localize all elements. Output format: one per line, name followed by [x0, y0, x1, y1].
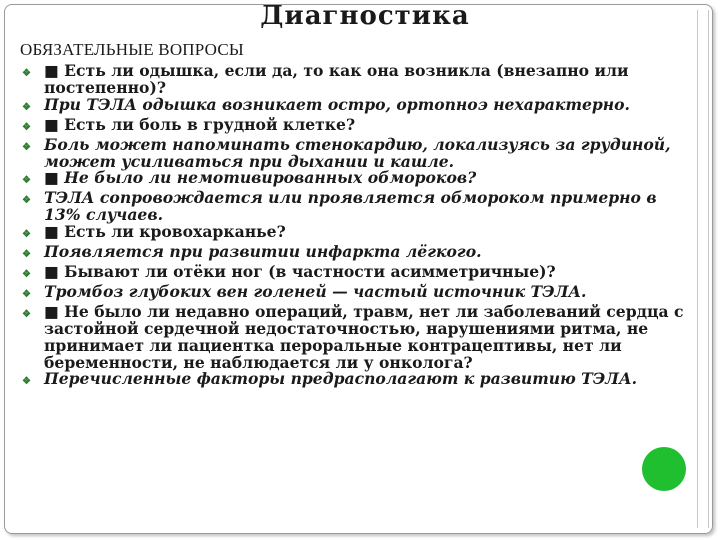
list-item	[22, 281, 694, 304]
square-marker: ■	[44, 61, 59, 80]
square-marker: ■	[44, 301, 59, 321]
diamond-bullet-icon: ❖	[22, 68, 31, 79]
list-item	[22, 134, 694, 171]
diamond-bullet-icon: ❖	[22, 268, 31, 280]
list-item-text: Есть ли боль в грудной клетке?	[64, 114, 356, 134]
diamond-bullet-icon: ❖	[22, 308, 31, 320]
diamond-bullet-icon: ❖	[22, 249, 31, 261]
list-item-text: Есть ли кровохарканье?	[64, 222, 286, 242]
list-item-text: Не было ли недавно операций, травм, нет ли заболеваний сердца с застойной сердечной недостаточностью, нарушениями ритма, не принимает ли пациентка пероральные контрацептивы, нет ли беременности, не наблюдается ли у онколога?	[44, 301, 684, 372]
list-item-text: Есть ли одышка, если да, то как она возникла (внезапно или постепенно)?	[44, 61, 629, 97]
list-item-text: Перечисленные факторы предрасполагают к развитию ТЭЛА.	[44, 369, 638, 389]
list-item-text: Бывают ли отёки ног (в частности асимметричные)?	[64, 261, 556, 281]
square-marker: ■	[44, 168, 59, 188]
diamond-bullet-icon: ❖	[22, 101, 31, 113]
list-item	[22, 301, 694, 372]
question-list	[22, 63, 694, 391]
diamond-bullet-icon: ❖	[22, 175, 31, 187]
diamond-bullet-icon: ❖	[22, 288, 31, 300]
list-item-text: Появляется при развитии инфаркта лёгкого.	[44, 242, 482, 262]
list-item	[22, 190, 694, 224]
list-item	[22, 371, 694, 391]
list-item-text: Не было ли немотивированных обмороков?	[64, 168, 477, 188]
list-item	[22, 170, 694, 190]
diamond-bullet-icon: ❖	[22, 121, 31, 133]
square-marker: ■	[44, 222, 59, 242]
list-item-text: Тромбоз глубоких вен голеней — частый источник ТЭЛА.	[44, 281, 587, 301]
green-circle-decoration	[642, 447, 686, 491]
section-heading: ОБЯЗАТЕЛЬНЫЕ ВОПРОСЫ	[20, 40, 244, 59]
diamond-bullet-icon: ❖	[22, 229, 31, 241]
diamond-bullet-icon: ❖	[22, 376, 31, 388]
slide-title: Диагностика	[260, 1, 470, 31]
square-marker: ■	[44, 261, 59, 281]
list-item	[22, 261, 694, 284]
list-item	[22, 244, 694, 264]
diamond-bullet-icon: ❖	[22, 195, 31, 207]
slide-frame-right-edge	[697, 10, 709, 528]
list-item-text: При ТЭЛА одышка возникает остро, ортопноэ нехарактерно.	[44, 94, 630, 114]
list-item-text: ТЭЛА сопровождается или проявляется обмороком примерно в 13% случаев.	[44, 188, 657, 225]
diamond-bullet-icon: ❖	[22, 141, 31, 153]
list-item	[22, 114, 694, 137]
square-marker: ■	[44, 114, 59, 134]
list-item	[22, 224, 694, 244]
list-item-text: Боль может напоминать стенокардию, локализуясь за грудиной, может усиливаться при дыхании и кашле.	[44, 134, 671, 171]
list-item	[22, 94, 694, 117]
list-item	[22, 63, 694, 97]
